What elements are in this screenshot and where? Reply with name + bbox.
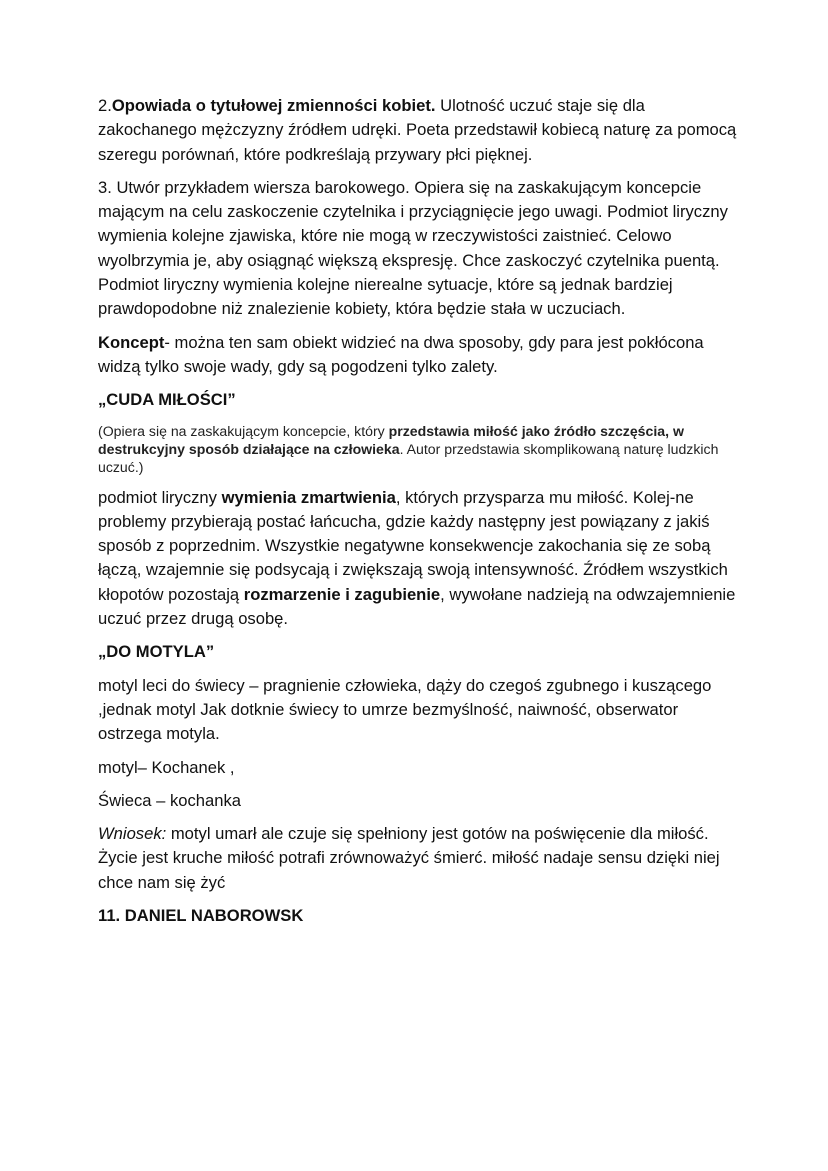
paragraph-barok: 3. Utwór przykładem wiersza barokowego. Opiera się na zaskakującym koncepcie mającym na celu zaskoczenie czytelnika i przyciągnięcie jego uwagi. Podmiot liryczny wymienia kolejne zjawiska, które nie mogą w rzeczywistości zaistnieć. Celowo wyolbrzymia je, aby osiągnąć większą ekspresję. Chce zaskoczyć czytelnika puentą. Podmiot liryczny wymienia kolejne nierealne sytuacje, które są jednak bardziej prawdopodobne niż znalezienie kobiety, która będzie stała w uczuciach. — [98, 177, 728, 319]
paragraph-wniosek — [98, 822, 738, 895]
paragraph-text: , wywołane nadzieją na odwzajemnienie uczuć przez drugą osobę. — [98, 584, 736, 629]
paragraph-number: 2. — [98, 96, 112, 115]
paragraph-swieca: Świeca – kochanka — [98, 790, 241, 810]
paragraph-text: - można ten sam obiekt widzieć na dwa sposoby, gdy para jest pokłócona widzą tylko swoje wady, gdy są pogodzeni tylko zalety. — [98, 332, 704, 376]
bold-phrase: Opowiada o tytułowej zmienności kobiet. — [111, 96, 436, 115]
italic-label: Wniosek: — [98, 824, 167, 844]
paragraph-text: Ulotność uczuć staje się dla zakochanego mężczyzny źródłem udręki. Poeta przedstawił kobiecą naturę za pomocą szeregu porównań, które podkreślają przywary płci pięknej. — [98, 96, 737, 164]
paragraph-motyl: motyl leci do świecy – pragnienie człowieka, dąży do czegoś zgubnego i kuszącego ,jednak motyl Jak dotknie świecy to umrze bezmyślność, naiwność, obserwator ostrzega motyla. — [98, 675, 712, 744]
paragraph-text: , których przysparza mu miłość. Kolej-ne problemy przybierają postać łańcucha, gdzie każdy następny jest powiązany z jakiś sposób z poprzednim. Wszystkie negatywne konsekwencje zakochania się ze sobą łączą, wzajemnie się podsycają i zwiększają swoją intensywność. Źródłem wszystkich kłopotów pozostają — [98, 487, 728, 604]
note-bold: przedstawia miłość jako źródło szczęścia, w destrukcyjny sposób działające na człowieka — [98, 422, 684, 457]
paragraph-text: motyl umarł ale czuje się spełniony jest gotów na poświęcenie dla miłość. Życie jest kruche miłość potrafi zrównoważyć śmierć. miłość nadaje sensu dzięki niej chce nam się żyć — [98, 824, 720, 892]
bold-phrase: wymienia zmartwienia — [221, 487, 396, 507]
note-text: . Autor przedstawia skomplikowaną naturę ludzkich uczuć.) — [98, 440, 719, 475]
document-page — [98, 94, 738, 937]
heading-cuda-milosci: „CUDA MIŁOŚCI” — [98, 390, 236, 410]
bold-term: Koncept — [98, 332, 165, 352]
note-cuda-milosci — [98, 422, 738, 476]
heading-naborowski: 11. DANIEL NABOROWSK — [98, 906, 304, 926]
heading-do-motyla: „DO MOTYLA” — [98, 642, 215, 662]
note-text: (Opiera się na zaskakującym koncepcie, który — [98, 422, 389, 439]
paragraph-koncept — [98, 331, 738, 380]
paragraph-kochanek: motyl– Kochanek , — [98, 757, 235, 777]
paragraph-zmartwienia — [98, 486, 738, 632]
paragraph-text: podmiot liryczny — [98, 487, 222, 507]
paragraph-zmiennosc — [98, 94, 738, 167]
bold-phrase: rozmarzenie i zagubienie — [243, 584, 441, 604]
